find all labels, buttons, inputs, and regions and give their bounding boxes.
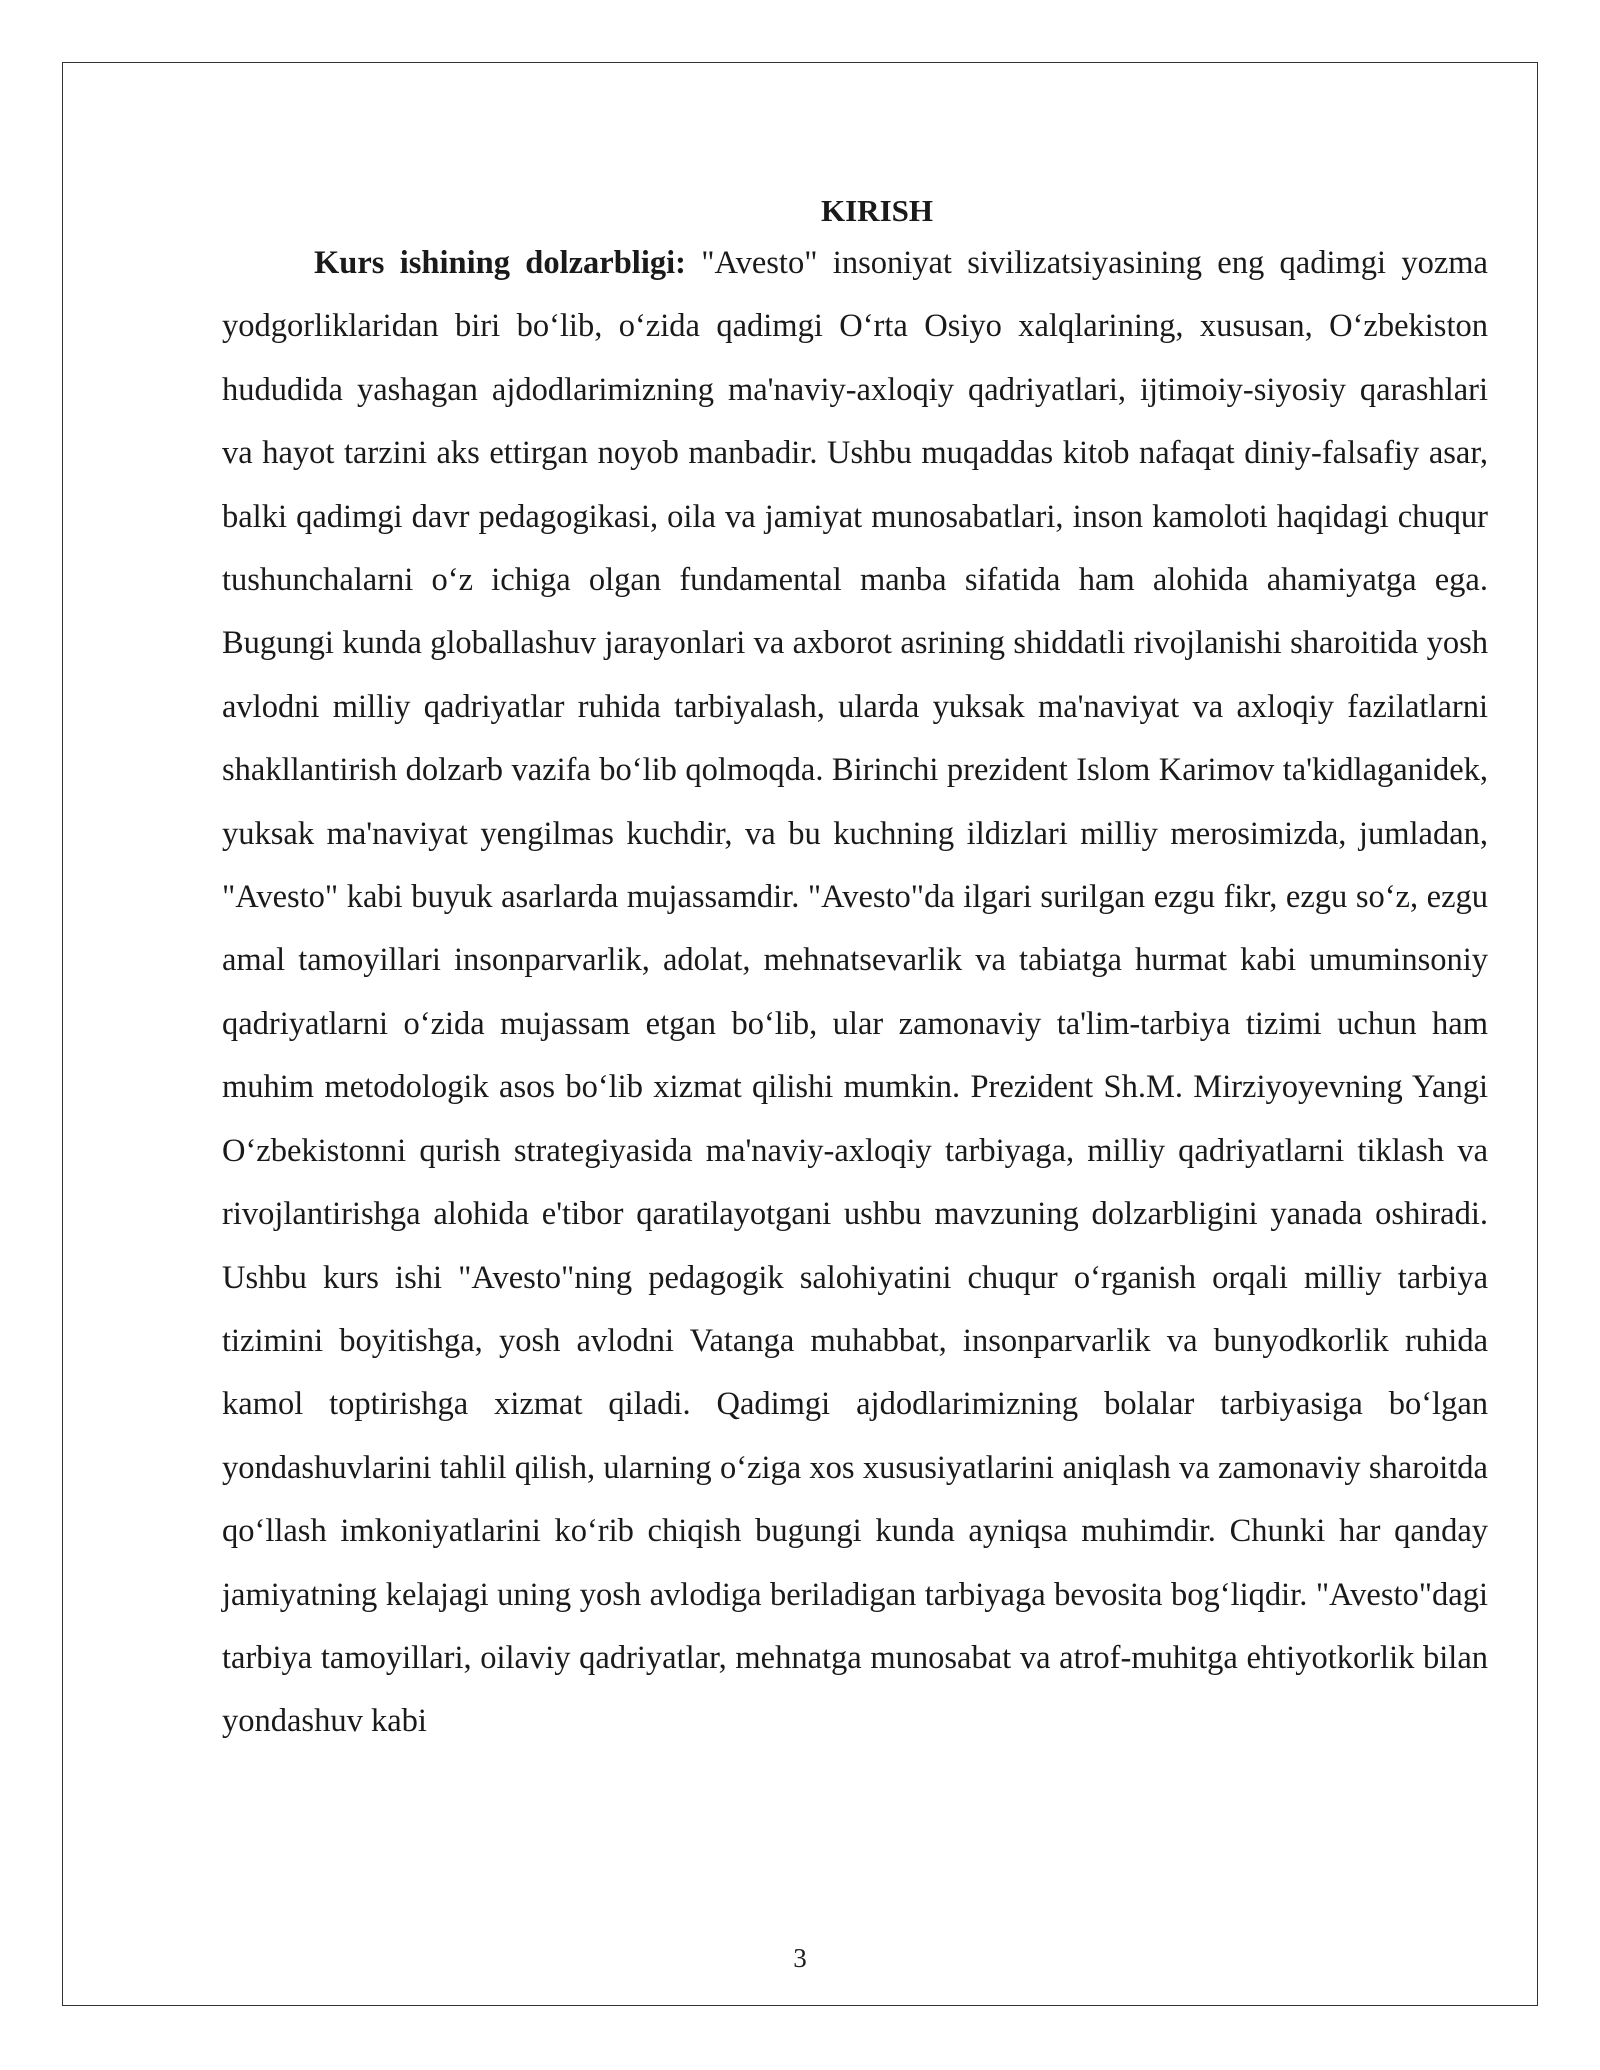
- paragraph-lead: Kurs ishining dolzarbligi:: [314, 245, 686, 281]
- page-number: 3: [793, 1943, 807, 1973]
- section-title: KIRISH: [821, 193, 933, 228]
- body-paragraph: [222, 232, 1488, 1754]
- paragraph-text: "Avesto" insoniyat sivilizatsiyasining eng qadimgi yozma yodgorliklaridan biri bo‘lib, o‘zida qadimgi O‘rta Osiyo xalqlarining, xususan, O‘zbekiston hududida yashagan ajdodlarimizning ma'naviy-axloqiy qadriyatlari, ijtimoiy-siyosiy qarashlari va hayot tarzini aks ettirgan noyob manbadir. Ushbu muqaddas kitob nafaqat diniy-falsafiy asar, balki qadimgi davr pedagogikasi, oila va jamiyat munosabatlari, inson kamoloti haqidagi chuqur tushunchalarni o‘z ichiga olgan fundamental manba sifatida ham alohida ahamiyatga ega. Bugungi kunda globallashuv jarayonlari va axborot asrining shiddatli rivojlanishi sharoitida yosh avlodni milliy qadriyatlar ruhida tarbiyalash, ularda yuksak ma'naviyat va axloqiy fazilatlarni shakllantirish dolzarb vazifa bo‘lib qolmoqda. Birinchi prezident Islom Karimov ta'kidlaganidek, yuksak ma'naviyat yengilmas kuchdir, va bu kuchning ildizlari milliy merosimizda, jumladan, "Avesto" kabi buyuk asarlarda mujassamdir. "Avesto"da ilgari surilgan ezgu fikr, ezgu so‘z, ezgu amal tamoyillari insonparvarlik, adolat, mehnatsevarlik va tabiatga hurmat kabi umuminsoniy qadriyatlarni o‘zida mujassam etgan bo‘lib, ular zamonaviy ta'lim-tarbiya tizimi uchun ham muhim metodologik asos bo‘lib xizmat qilishi mumkin. Prezident Sh.M. Mirziyoyevning Yangi O‘zbekistonni qurish strategiyasida ma'naviy-axloqiy tarbiyaga, milliy qadriyatlarni tiklash va rivojlantirishga alohida e'tibor qaratilayotgani ushbu mavzuning dolzarbligini yanada oshiradi. Ushbu kurs ishi "Avesto"ning pedagogik salohiyatini chuqur o‘rganish orqali milliy tarbiya tizimini boyitishga, yosh avlodni Vatanga muhabbat, insonparvarlik va bunyodkorlik ruhida kamol toptirishga xizmat qiladi. Qadimgi ajdodlarimizning bolalar tarbiyasiga bo‘lgan yondashuvlarini tahlil qilish, ularning o‘ziga xos xususiyatlarini aniqlash va zamonaviy sharoitda qo‘llash imkoniyatlarini ko‘rib chiqish bugungi kunda ayniqsa muhimdir. Chunki har qanday jamiyatning kelajagi uning yosh avlodiga beriladigan tarbiyaga bevosita bog‘liqdir. "Avesto"dagi tarbiya tamoyillari, oilaviy qadriyatlar, mehnatga munosabat va atrof-muhitga ehtiyotkorlik bilan yondashuv kabi: [222, 245, 1488, 1740]
- page-content: [222, 190, 1488, 1754]
